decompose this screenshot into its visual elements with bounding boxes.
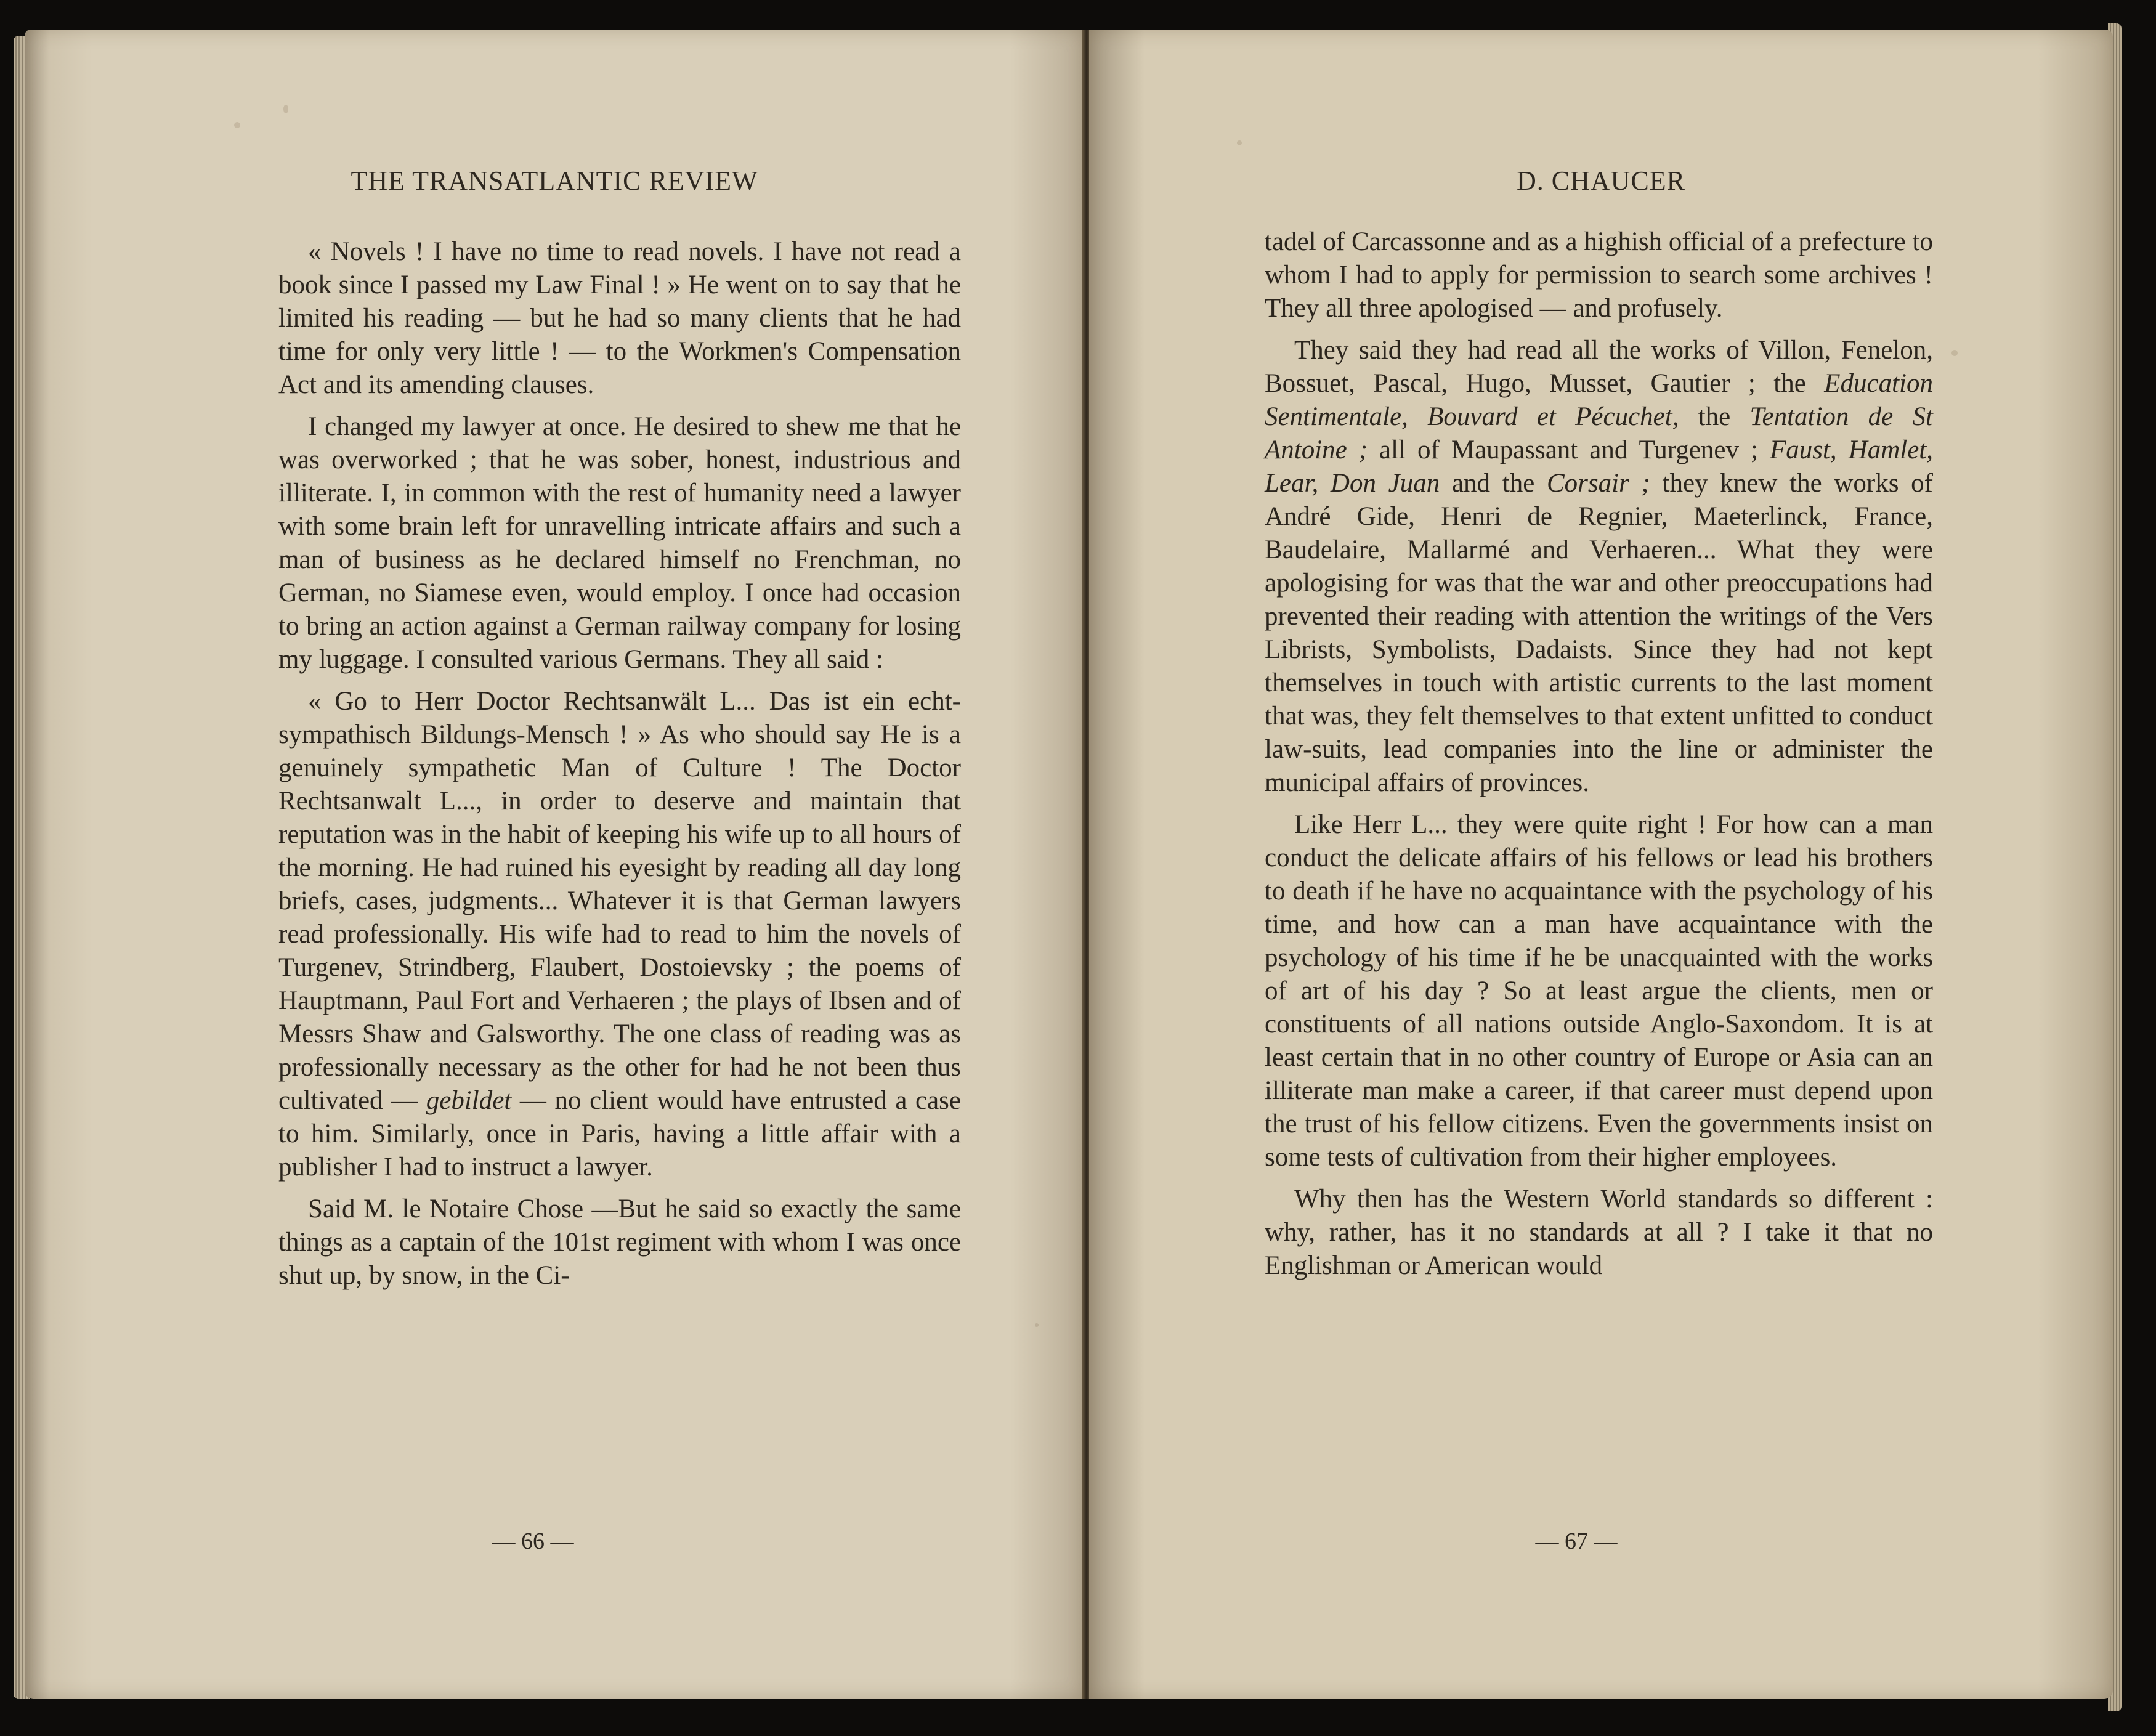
italic-title: Faust, Hamlet, Lear, Don Juan [1265, 436, 1933, 498]
paragraph: Why then has the Western World standards so different : why, rather, has it no standards at all ? I take it that no Englishman or American would [1265, 1185, 1933, 1280]
running-head: THE TRANSATLANTIC REVIEW [351, 166, 758, 196]
paragraph-text: the [1679, 402, 1750, 431]
foxing-spot [1237, 140, 1242, 145]
paragraph-text: all of Maupassant and Turgenev ; [1368, 436, 1770, 464]
foxing-spot [1951, 350, 1958, 356]
paragraph [1265, 334, 1933, 800]
right-page [1089, 30, 2113, 1699]
body-text [1265, 225, 1933, 1291]
paragraph: « Novels ! I have no time to read novels. I have not read a book since I passed my Law Final ! » He went on to say that he limited his reading — but he had so many clients that he had time for only very little ! — to the Workmen's Compensation Act and its amending clauses. [278, 237, 961, 399]
body-text [278, 235, 961, 1301]
page-number: — 66 — [492, 1528, 574, 1554]
foxing-spot [1035, 1323, 1039, 1327]
italic-title: Education Sentimentale, Bouvard et Pécuchet, [1265, 369, 1933, 431]
italic-title: Corsair ; [1547, 469, 1650, 498]
paragraph-text: and the [1440, 469, 1547, 498]
open-book [25, 30, 2113, 1724]
paragraph: Like Herr L... they were quite right ! For how can a man conduct the delicate affairs of his fellows or lead his brothers to death if he have no acquaintance with the psychology of his time, and how can a man have acquaintance with the psychology of his time if he be unacquainted with the works of art of his day ? So at least argue the clients, men or constituents of all nations outside Anglo-Saxondom. It is at least certain that in no other country of Europe or Asia can an illiterate man make a career, if that career must depend upon the trust of his fellow citizens. Even the governments insist on some tests of cultivation from their higher employees. [1265, 810, 1933, 1172]
italic-title: Tentation de St Antoine ; [1265, 402, 1933, 464]
paragraph-text: they knew the works of André Gide, Henri de Regnier, Maeterlinck, France, Baudelaire, Mallarmé and Verhaeren... What they were apologising for was that the war and other preoccupations had prevented their reading with attention the writings of the Vers Librists, Symbolists, Dadaists. Since they had not kept themselves in touch with artistic currents to the last moment that was, they felt themselves to that extent unfitted to conduct law-suits, lead companies into the line or administer the municipal affairs of provinces. [1265, 469, 1933, 797]
italic-word: gebildet [426, 1086, 512, 1115]
paragraph: Said M. le Notaire Chose —But he said so exactly the same things as a captain of the 101st regiment with whom I was once shut up, by snow, in the Ci- [278, 1195, 961, 1290]
left-page [25, 30, 1084, 1699]
paragraph: tadel of Carcassonne and as a highish official of a prefecture to whom I had to apply for permission to search some archives ! They all three apologised — and profusely. [1265, 227, 1933, 323]
paragraph [278, 685, 961, 1184]
running-head: D. CHAUCER [1516, 166, 1686, 196]
paragraph-text: They said they had read all the works of Villon, Fenelon, Bossuet, Pascal, Hugo, Musset, Gautier ; the [1265, 336, 1933, 398]
foxing-spot [283, 105, 288, 113]
paragraph-text: — no client would have entrusted a case to him. Similarly, once in Paris, having a little affair with a publisher I had to instruct a lawyer. [278, 1086, 961, 1182]
paragraph: I changed my lawyer at once. He desired to shew me that he was overworked ; that he was sober, honest, industrious and illiterate. I, in common with the rest of humanity need a lawyer with some brain left for unravelling intricate affairs and such a man of business as he declared himself no Frenchman, no German, no Siamese even, would employ. I once had occasion to bring an action against a German railway company for losing my luggage. I consulted various Germans. They all said : [278, 412, 961, 674]
paragraph-text: « Go to Herr Doctor Rechtsanwält L... Das ist ein echt-sympathisch Bildungs-Mensch ! » As who should say He is a genuinely sympathetic Man of Culture ! The Doctor Rechtsanwalt L..., in order to deserve and maintain that reputation was in the habit of keeping his wife up to all hours of the morning. He had ruined his eyesight by reading all day long briefs, cases, judgments... Whatever it is that German lawyers read professionally. His wife had to read to him the novels of Turgenev, Strindberg, Flaubert, Dostoievsky ; the poems of Hauptmann, Paul Fort and Verhaeren ; the plays of Ibsen and of Messrs Shaw and Galsworthy. The one class of reading was as professionally necessary as the other for had he not been thus cultivated — [278, 687, 961, 1115]
page-number: — 67 — [1535, 1528, 1618, 1554]
foxing-spot [234, 122, 240, 128]
